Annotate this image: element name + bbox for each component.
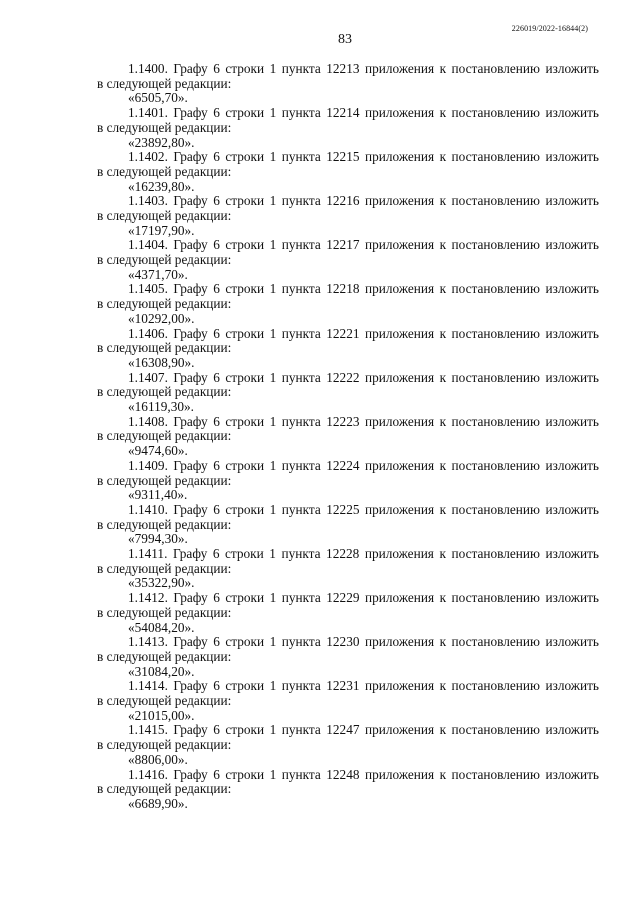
word: приложения — [364, 501, 435, 517]
word: пункта — [281, 149, 321, 165]
item-number: 1.1405. — [128, 281, 168, 297]
word: 6 — [213, 413, 220, 429]
word: пункта — [281, 766, 321, 782]
word: к — [439, 678, 447, 694]
word: Графу — [173, 193, 208, 209]
amendment-text — [97, 327, 599, 342]
word: пункта — [281, 457, 321, 473]
amendment-text — [97, 723, 599, 738]
word: приложения — [364, 766, 435, 782]
word: приложения — [364, 281, 435, 297]
document-registration-number: 226019/2022-16844(2) — [511, 24, 588, 33]
amendment-value: «10292,00». — [128, 310, 195, 326]
amendment-text — [97, 194, 599, 209]
amendment-value: «7994,30». — [128, 531, 188, 547]
word: пункта — [281, 501, 321, 517]
word: 1 — [269, 501, 277, 517]
amendment-item — [97, 371, 599, 415]
amendment-item — [97, 723, 599, 767]
word: строки — [225, 413, 265, 429]
word: 6 — [213, 193, 220, 209]
word: Графу — [173, 457, 208, 473]
word: к — [439, 590, 447, 606]
point-code: 12223 — [326, 413, 360, 429]
word: 6 — [213, 149, 220, 165]
item-number: 1.1407. — [128, 369, 168, 385]
amendment-item — [97, 150, 599, 194]
amendment-text — [97, 415, 599, 430]
amendment-continuation: в следующей редакции: — [97, 296, 232, 312]
word: пункта — [281, 590, 321, 606]
word: 6 — [213, 457, 220, 473]
word: приложения — [364, 325, 435, 341]
word: постановлению — [451, 678, 540, 694]
amendment-text — [97, 150, 599, 165]
point-code: 12216 — [326, 193, 360, 209]
amendment-continuation: в следующей редакции: — [97, 472, 232, 488]
amendment-continuation: в следующей редакции: — [97, 604, 232, 620]
word: Графу — [173, 325, 208, 341]
word: постановлению — [451, 457, 540, 473]
word: Графу — [173, 237, 208, 253]
amendment-continuation: в следующей редакции: — [97, 119, 232, 135]
amendment-value: «31084,20». — [128, 663, 195, 679]
amendment-continuation: в следующей редакции: — [97, 384, 232, 400]
word: изложить — [545, 193, 599, 209]
amendment-continuation: в следующей редакции: — [97, 693, 232, 709]
word: приложения — [364, 105, 435, 121]
word: постановлению — [451, 281, 540, 297]
point-code: 12215 — [326, 149, 360, 165]
word: пункта — [281, 413, 321, 429]
word: 6 — [213, 281, 220, 297]
amendment-value: «8806,00». — [128, 751, 188, 767]
amendment-text — [97, 62, 599, 77]
word: приложения — [364, 590, 435, 606]
word: 6 — [213, 61, 220, 76]
point-code: 12230 — [326, 634, 360, 650]
word: пункта — [281, 369, 321, 385]
word: к — [439, 237, 447, 253]
item-number: 1.1406. — [128, 325, 168, 341]
word: 1 — [269, 678, 277, 694]
word: постановлению — [451, 590, 540, 606]
item-number: 1.1410. — [128, 501, 168, 517]
word: Графу — [173, 61, 208, 76]
word: 1 — [269, 766, 277, 782]
amendment-item — [97, 282, 599, 326]
amendment-value: «21015,00». — [128, 707, 195, 723]
amendment-value: «17197,90». — [128, 222, 195, 238]
amendment-item — [97, 635, 599, 679]
word: приложения — [364, 149, 435, 165]
word: пункта — [281, 722, 321, 738]
word: Графу — [173, 149, 208, 165]
word: приложения — [364, 61, 435, 76]
word: приложения — [364, 634, 435, 650]
word: строки — [225, 149, 265, 165]
word: 1 — [269, 634, 277, 650]
word: строки — [225, 281, 265, 297]
word: пункта — [281, 546, 321, 562]
point-code: 12214 — [326, 105, 360, 121]
point-code: 12225 — [326, 501, 360, 517]
word: пункта — [281, 281, 321, 297]
word: постановлению — [451, 546, 540, 562]
point-code: 12221 — [326, 325, 360, 341]
point-code: 12248 — [326, 766, 360, 782]
amendment-value: «35322,90». — [128, 575, 195, 591]
item-number: 1.1415. — [128, 722, 168, 738]
amendment-item — [97, 238, 599, 282]
item-number: 1.1408. — [128, 413, 168, 429]
word: изложить — [545, 237, 599, 253]
amendment-value: «16308,90». — [128, 354, 195, 370]
amendment-continuation: в следующей редакции: — [97, 207, 232, 223]
word: строки — [225, 193, 265, 209]
word: 1 — [269, 546, 276, 562]
amendment-value: «16239,80». — [128, 178, 195, 194]
item-number: 1.1416. — [128, 766, 168, 782]
word: строки — [225, 369, 265, 385]
amendment-text — [97, 591, 599, 606]
word: строки — [225, 61, 265, 76]
word: к — [439, 722, 447, 738]
word: изложить — [545, 457, 599, 473]
amendment-item — [97, 106, 599, 150]
word: приложения — [364, 193, 435, 209]
amendment-item — [97, 547, 599, 591]
word: приложения — [364, 722, 435, 738]
word: к — [439, 546, 446, 562]
amendment-value: «6689,90». — [128, 795, 188, 811]
word: Графу — [173, 281, 208, 297]
amendment-value: «16119,30». — [128, 399, 194, 415]
word: постановлению — [451, 149, 540, 165]
word: к — [439, 457, 447, 473]
word: постановлению — [451, 501, 540, 517]
word: Графу — [173, 678, 208, 694]
word: строки — [225, 501, 265, 517]
word: к — [439, 766, 447, 782]
word: постановлению — [451, 766, 540, 782]
word: 1 — [269, 61, 277, 76]
word: 6 — [213, 501, 220, 517]
word: приложения — [364, 678, 435, 694]
amendment-text — [97, 768, 599, 783]
amendment-item — [97, 459, 599, 503]
word: изложить — [545, 766, 599, 782]
amendment-text — [97, 503, 599, 518]
word: постановлению — [451, 237, 540, 253]
word: приложения — [364, 457, 435, 473]
word: постановлению — [451, 413, 540, 429]
amendment-list — [97, 62, 599, 812]
amendment-item — [97, 194, 599, 238]
item-number: 1.1412. — [128, 590, 168, 606]
point-code: 12218 — [326, 281, 360, 297]
item-number: 1.1411. — [128, 546, 168, 562]
word: Графу — [173, 501, 208, 517]
word: к — [439, 325, 447, 341]
word: изложить — [545, 105, 599, 121]
word: к — [439, 369, 447, 385]
item-number: 1.1402. — [128, 149, 168, 165]
word: 6 — [213, 105, 220, 121]
word: 1 — [269, 590, 277, 606]
amendment-continuation: в следующей редакции: — [97, 75, 232, 91]
word: строки — [225, 546, 264, 562]
word: 6 — [212, 546, 220, 562]
item-number: 1.1404. — [128, 237, 168, 253]
word: к — [439, 61, 447, 76]
word: Графу — [173, 105, 208, 121]
item-number: 1.1403. — [128, 193, 168, 209]
word: 1 — [269, 149, 277, 165]
item-number: 1.1400. — [128, 61, 168, 76]
amendment-text — [97, 459, 599, 474]
word: 1 — [269, 193, 277, 209]
point-code: 12247 — [326, 722, 360, 738]
point-code: 12222 — [326, 369, 360, 385]
amendment-text — [97, 547, 599, 562]
amendment-value: «9311,40». — [128, 487, 188, 503]
word: строки — [225, 678, 265, 694]
word: 6 — [213, 237, 220, 253]
amendment-item — [97, 415, 599, 459]
word: постановлению — [451, 105, 540, 121]
word: изложить — [545, 325, 599, 341]
amendment-continuation: в следующей редакции: — [97, 516, 232, 532]
amendment-item — [97, 327, 599, 371]
word: 6 — [213, 325, 220, 341]
word: 1 — [269, 281, 277, 297]
word: 1 — [269, 457, 277, 473]
point-code: 12213 — [326, 61, 360, 76]
amendment-continuation: в следующей редакции: — [97, 737, 232, 753]
word: изложить — [545, 413, 599, 429]
amendment-text — [97, 371, 599, 386]
word: 6 — [213, 678, 220, 694]
word: Графу — [173, 590, 208, 606]
word: Графу — [173, 413, 208, 429]
item-number: 1.1409. — [128, 457, 168, 473]
amendment-text — [97, 635, 599, 650]
word: 6 — [213, 634, 220, 650]
word: постановлению — [451, 193, 540, 209]
word: приложения — [364, 237, 435, 253]
word: 1 — [269, 105, 277, 121]
word: 1 — [269, 369, 277, 385]
word: к — [439, 149, 447, 165]
word: Графу — [173, 722, 208, 738]
amendment-text — [97, 282, 599, 297]
word: изложить — [545, 634, 599, 650]
page-number: 83 — [338, 32, 352, 47]
word: изложить — [545, 501, 599, 517]
amendment-value: «23892,80». — [128, 134, 195, 150]
word: пункта — [281, 634, 321, 650]
item-number: 1.1413. — [128, 634, 168, 650]
word: изложить — [545, 369, 599, 385]
word: 6 — [213, 590, 220, 606]
word: приложения — [364, 369, 435, 385]
word: строки — [225, 634, 265, 650]
word: 1 — [269, 325, 277, 341]
amendment-item — [97, 679, 599, 723]
word: Графу — [173, 369, 208, 385]
word: пункта — [281, 193, 321, 209]
amendment-continuation: в следующей редакции: — [97, 648, 232, 664]
amendment-value: «9474,60». — [128, 443, 188, 459]
word: 1 — [269, 237, 277, 253]
word: приложения — [364, 413, 435, 429]
item-number: 1.1401. — [128, 105, 168, 121]
amendment-continuation: в следующей редакции: — [97, 428, 232, 444]
point-code: 12231 — [326, 678, 360, 694]
word: к — [439, 281, 447, 297]
word: изложить — [545, 590, 599, 606]
word: к — [439, 193, 447, 209]
word: пункта — [281, 237, 321, 253]
word: постановлению — [451, 722, 540, 738]
word: строки — [225, 325, 265, 341]
word: 1 — [269, 413, 277, 429]
amendment-item — [97, 768, 599, 812]
word: пункта — [281, 105, 321, 121]
word: приложения — [364, 546, 434, 562]
amendment-item — [97, 591, 599, 635]
amendment-item — [97, 62, 599, 106]
point-code: 12224 — [326, 457, 360, 473]
amendment-value: «4371,70». — [128, 266, 188, 282]
word: Графу — [173, 634, 208, 650]
word: к — [439, 501, 447, 517]
point-code: 12228 — [326, 546, 360, 562]
item-number: 1.1414. — [128, 678, 168, 694]
word: 6 — [213, 722, 220, 738]
word: постановлению — [451, 634, 540, 650]
amendment-text — [97, 238, 599, 253]
word: 1 — [269, 722, 277, 738]
word: к — [439, 413, 447, 429]
word: пункта — [281, 325, 321, 341]
amendment-continuation: в следующей редакции: — [97, 340, 232, 356]
word: изложить — [545, 722, 599, 738]
word: 6 — [213, 766, 220, 782]
amendment-continuation: в следующей редакции: — [97, 560, 232, 576]
point-code: 12217 — [326, 237, 360, 253]
word: к — [439, 634, 447, 650]
word: строки — [225, 590, 265, 606]
word: постановлению — [451, 325, 540, 341]
amendment-continuation: в следующей редакции: — [97, 781, 232, 797]
amendment-value: «6505,70». — [128, 90, 188, 106]
word: строки — [225, 105, 265, 121]
word: строки — [225, 766, 265, 782]
word: изложить — [545, 281, 599, 297]
word: изложить — [545, 61, 599, 76]
word: строки — [225, 722, 265, 738]
amendment-continuation: в следующей редакции: — [97, 163, 232, 179]
word: пункта — [281, 678, 321, 694]
amendment-text — [97, 106, 599, 121]
amendment-value: «54084,20». — [128, 619, 195, 635]
word: постановлению — [451, 369, 540, 385]
word: изложить — [545, 149, 599, 165]
word: изложить — [545, 678, 599, 694]
word: пункта — [281, 61, 321, 76]
word: постановлению — [451, 61, 540, 76]
word: строки — [225, 457, 265, 473]
word: строки — [225, 237, 265, 253]
word: изложить — [545, 546, 599, 562]
word: 6 — [213, 369, 220, 385]
amendment-text — [97, 679, 599, 694]
word: Графу — [172, 546, 208, 562]
word: Графу — [173, 766, 208, 782]
amendment-continuation: в следующей редакции: — [97, 252, 232, 268]
point-code: 12229 — [326, 590, 360, 606]
amendment-item — [97, 503, 599, 547]
word: к — [439, 105, 447, 121]
